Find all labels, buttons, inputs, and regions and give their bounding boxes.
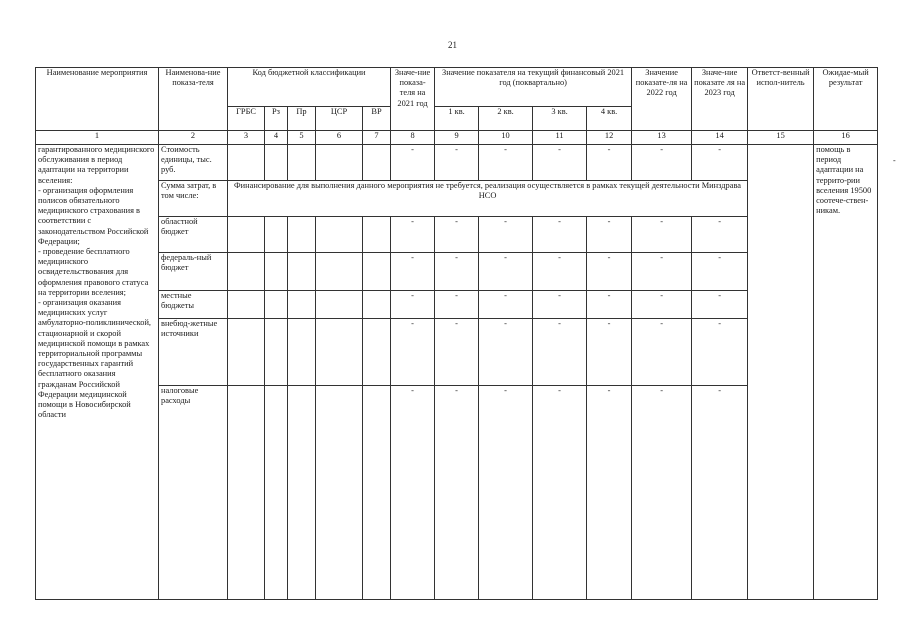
value-dash: - xyxy=(533,217,587,253)
value-dash: - xyxy=(391,217,435,253)
value-dash: - xyxy=(587,145,632,181)
value-dash: - xyxy=(479,253,533,291)
value-dash: - xyxy=(587,386,632,600)
value-dash: - xyxy=(587,319,632,386)
value-dash: - xyxy=(479,319,533,386)
value-dash: - xyxy=(587,291,632,319)
column-number: 14 xyxy=(692,131,748,145)
value-dash: - xyxy=(587,253,632,291)
indicator-regional-budget: областной бюджет xyxy=(159,217,228,253)
value-dash: - xyxy=(533,319,587,386)
column-number: 15 xyxy=(748,131,814,145)
column-number: 1 xyxy=(36,131,159,145)
value-dash: - xyxy=(533,145,587,181)
header-grbs: ГРБС xyxy=(228,107,265,131)
value-dash: - xyxy=(479,217,533,253)
header-q2: 2 кв. xyxy=(479,107,533,131)
column-number: 16 xyxy=(814,131,878,145)
value-dash: - xyxy=(533,386,587,600)
column-number: 13 xyxy=(632,131,692,145)
header-vr: ВР xyxy=(363,107,391,131)
value-dash: - xyxy=(479,145,533,181)
header-activity-name: Наименование мероприятия xyxy=(36,68,159,131)
value-dash: - xyxy=(632,386,692,600)
value-dash: - xyxy=(632,253,692,291)
value-dash: - xyxy=(533,253,587,291)
value-dash: - xyxy=(632,145,692,181)
header-value-2023: Значе-ние показате ля на 2023 год xyxy=(692,68,748,131)
column-number: 5 xyxy=(288,131,316,145)
header-q3: 3 кв. xyxy=(533,107,587,131)
value-dash: - xyxy=(692,386,748,600)
header-q4: 4 кв. xyxy=(587,107,632,131)
responsible-cell xyxy=(748,145,814,600)
header-responsible: Ответст-венный испол-нитель xyxy=(748,68,814,131)
column-number: 8 xyxy=(391,131,435,145)
column-number: 9 xyxy=(435,131,479,145)
header-csr: ЦСР xyxy=(316,107,363,131)
value-dash: - xyxy=(587,217,632,253)
value-dash: - xyxy=(435,217,479,253)
value-dash: - xyxy=(479,386,533,600)
expected-result: помощь в период адаптации на террито-рии вселения 19500 соотече-ствен-никам. xyxy=(814,145,878,600)
header-budget-code: Код бюджетной классификации xyxy=(228,68,391,107)
value-dash: - xyxy=(391,145,435,181)
value-dash: - xyxy=(632,319,692,386)
column-number-row xyxy=(36,131,878,145)
table-row-unit-cost xyxy=(36,145,878,181)
page-number: 21 xyxy=(448,40,457,50)
column-number: 2 xyxy=(159,131,228,145)
value-dash: - xyxy=(692,253,748,291)
value-dash: - xyxy=(435,319,479,386)
value-dash: - xyxy=(391,291,435,319)
header-value-2021: Значе-ние показа-теля на 2021 год xyxy=(391,68,435,131)
program-table xyxy=(35,67,878,600)
header-value-2022: Значение показате-ля на 2022 год xyxy=(632,68,692,131)
column-number: 11 xyxy=(533,131,587,145)
value-dash: - xyxy=(692,217,748,253)
indicator-unit-cost: Стоимость единицы, тыс. руб. xyxy=(159,145,228,181)
column-number: 3 xyxy=(228,131,265,145)
indicator-federal-budget: федераль-ный бюджет xyxy=(159,253,228,291)
column-number: 10 xyxy=(479,131,533,145)
header-rz: Рз xyxy=(265,107,288,131)
value-dash: - xyxy=(435,291,479,319)
header-value-current-year: Значение показателя на текущий финансовый 2021 год (поквартально) xyxy=(435,68,632,107)
indicator-tax-expenditures: налоговые расходы xyxy=(159,386,228,600)
column-number: 12 xyxy=(587,131,632,145)
header-indicator-name: Наименова-ние показа-теля xyxy=(159,68,228,131)
value-dash: - xyxy=(435,145,479,181)
value-dash: - xyxy=(533,291,587,319)
value-dash: - xyxy=(632,291,692,319)
value-dash: - xyxy=(435,253,479,291)
header-pr: Пр xyxy=(288,107,316,131)
value-dash: - xyxy=(479,291,533,319)
indicator-local-budgets: местные бюджеты xyxy=(159,291,228,319)
value-dash: - xyxy=(435,386,479,600)
value-dash: - xyxy=(692,145,748,181)
value-dash: - xyxy=(692,291,748,319)
value-dash: - xyxy=(391,319,435,386)
activity-description: гарантированного медицинского обслуживания в период адаптации на территории вселения: - организация оформления полисов обязательного медицинского страхования в соответствии с законодательством Российской Федерации; - проведение бесплатного медицинского освидетельствования для оформления правового статуса на территории вселения; - организация оказания медицинских услуг амбулаторно-поликлинической, стационарной и скорой медицинской помощи в рамках территориальной программы государственных гарантий бесплатного оказания гражданам Российской Федерации медицинской помощи в Новосибирской области xyxy=(36,145,159,600)
header-q1: 1 кв. xyxy=(435,107,479,131)
financing-note: Финансирование для выполнения данного мероприятия не требуется, реализация осуществляется в рамках текущей деятельности Минздрава НСО xyxy=(228,181,748,217)
stray-mark: - xyxy=(893,156,896,165)
value-dash: - xyxy=(692,319,748,386)
value-dash: - xyxy=(391,253,435,291)
indicator-offbudget: внебюд-жетные источники xyxy=(159,319,228,386)
column-number: 6 xyxy=(316,131,363,145)
value-dash: - xyxy=(632,217,692,253)
column-number: 4 xyxy=(265,131,288,145)
indicator-total-cost: Сумма затрат, в том числе: xyxy=(159,181,228,217)
column-number: 7 xyxy=(363,131,391,145)
header-expected-result: Ожидае-мый результат xyxy=(814,68,878,131)
value-dash: - xyxy=(391,386,435,600)
